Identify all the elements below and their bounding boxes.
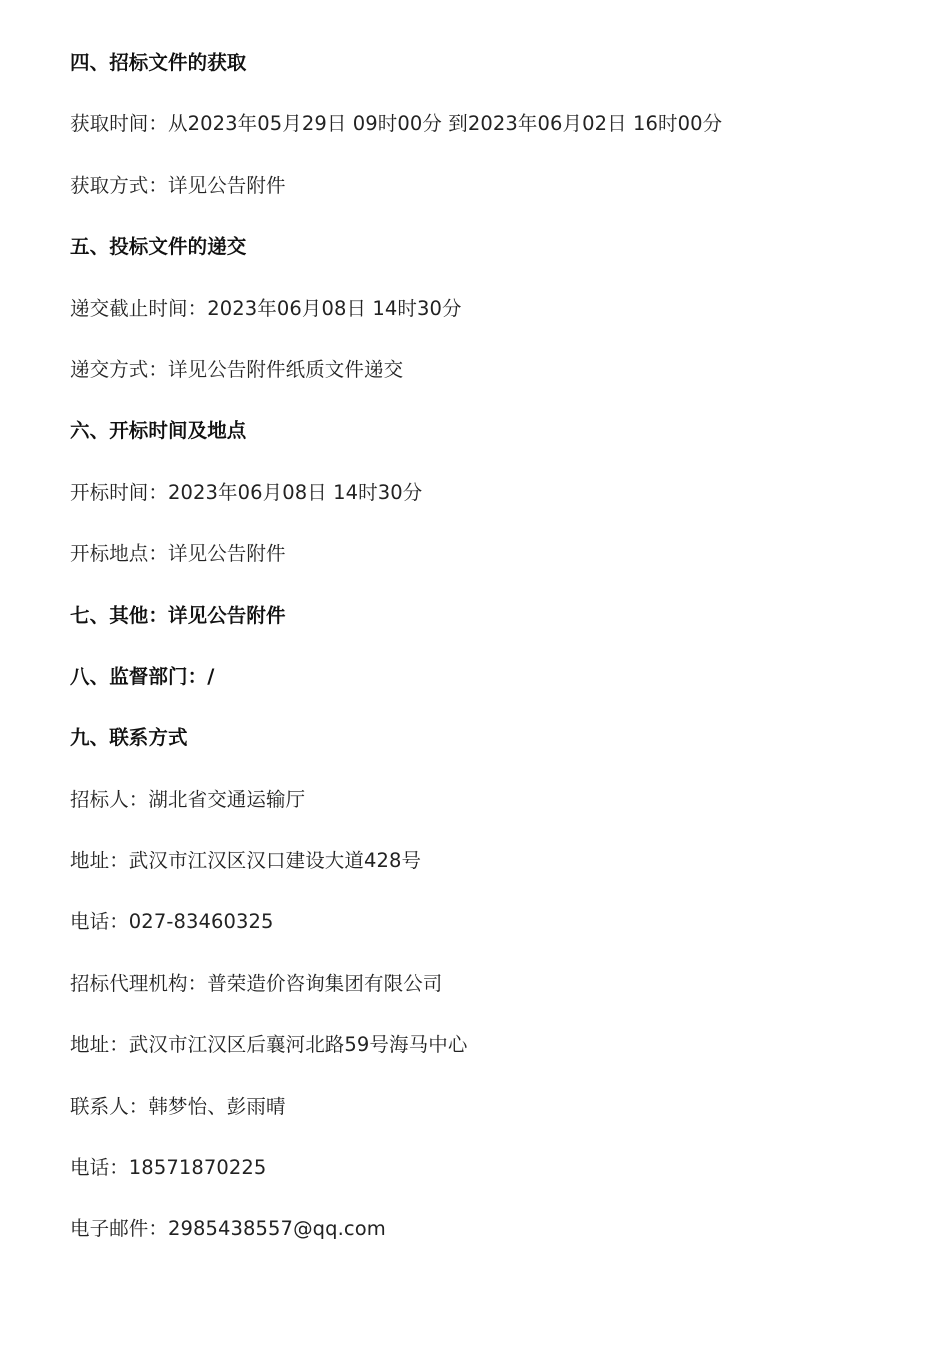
section-heading-supervision: 八、监督部门：/ bbox=[70, 664, 215, 688]
section-heading-bid-submission: 五、投标文件的递交 bbox=[70, 235, 247, 259]
agency-email: 电子邮件：2985438557@qq.com bbox=[70, 1217, 386, 1241]
tenderer-address: 地址：武汉市江汉区汉口建设大道428号 bbox=[70, 849, 422, 873]
agency-address: 地址：武汉市江汉区后襄河北路59号海马中心 bbox=[70, 1033, 468, 1057]
bid-opening-location: 开标地点：详见公告附件 bbox=[70, 542, 286, 566]
submission-method: 递交方式：详见公告附件纸质文件递交 bbox=[70, 357, 404, 381]
acquisition-method: 获取方式：详见公告附件 bbox=[70, 173, 286, 197]
acquisition-time: 获取时间：从2023年05月29日 09时00分 到2023年06月02日 16时00分 bbox=[70, 112, 723, 136]
tender-agency: 招标代理机构：普荣造价咨询集团有限公司 bbox=[70, 971, 443, 995]
section-heading-bid-opening: 六、开标时间及地点 bbox=[70, 419, 247, 443]
section-heading-bid-document-acquisition: 四、招标文件的获取 bbox=[70, 51, 247, 74]
document-body bbox=[70, 48, 890, 1276]
bid-opening-time: 开标时间：2023年06月08日 14时30分 bbox=[70, 480, 423, 504]
tenderer-phone: 电话：027-83460325 bbox=[70, 910, 274, 934]
agency-phone: 电话：18571870225 bbox=[70, 1156, 267, 1180]
submission-deadline: 递交截止时间：2023年06月08日 14时30分 bbox=[70, 296, 462, 320]
section-heading-contact: 九、联系方式 bbox=[70, 726, 188, 750]
tenderer: 招标人：湖北省交通运输厅 bbox=[70, 787, 306, 811]
section-heading-other: 七、其他：详见公告附件 bbox=[70, 603, 286, 627]
contact-person: 联系人：韩梦怡、彭雨晴 bbox=[70, 1094, 286, 1118]
